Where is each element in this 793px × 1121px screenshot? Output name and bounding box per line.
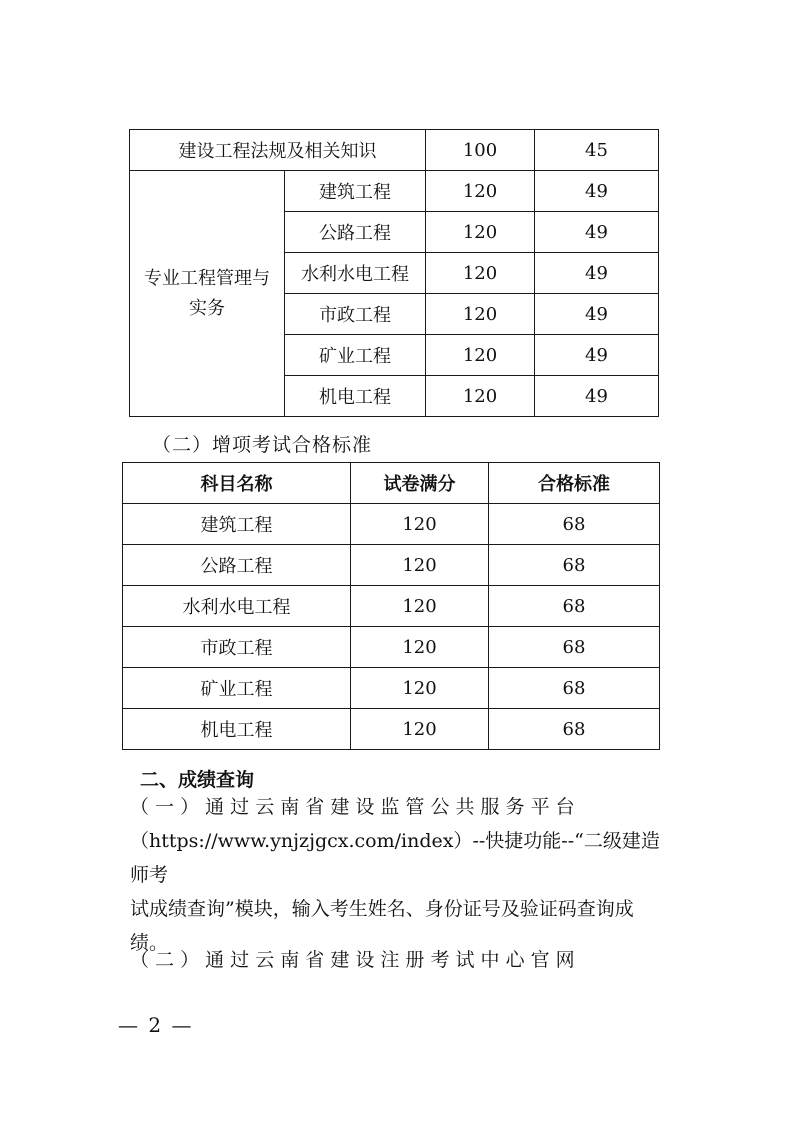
full-score-cell: 120 xyxy=(426,171,535,212)
subject-cell: 市政工程 xyxy=(123,627,351,668)
pass-score-cell: 68 xyxy=(489,709,660,750)
table-row xyxy=(130,171,659,212)
table-row xyxy=(123,545,660,586)
pass-score-cell: 68 xyxy=(489,668,660,709)
pass-score-cell: 49 xyxy=(535,253,659,294)
paragraph-line: （ 一 ） 通 过 云 南 省 建 设 监 管 公 共 服 务 平 台 xyxy=(130,796,575,818)
full-score-cell: 120 xyxy=(426,253,535,294)
paragraph-line: （https://www.ynjzjgcx.com/index）--快捷功能--“二级建造师考 xyxy=(130,830,660,886)
subject-cell: 市政工程 xyxy=(285,294,426,335)
table-row xyxy=(123,668,660,709)
pass-score-cell: 68 xyxy=(489,586,660,627)
pass-score-cell: 49 xyxy=(535,335,659,376)
column-header: 试卷满分 xyxy=(351,463,489,504)
subject-cell: 矿业工程 xyxy=(123,668,351,709)
page-number: — 2 — xyxy=(118,1013,194,1037)
full-score-cell: 120 xyxy=(426,212,535,253)
paragraph-query-center xyxy=(130,943,675,977)
subject-cell: 矿业工程 xyxy=(285,335,426,376)
pass-score-cell: 45 xyxy=(535,130,659,171)
table-row xyxy=(123,504,660,545)
paragraph-line: 试成绩查询”模块，输入考生姓名、身份证号及验证码查询成 xyxy=(130,898,634,920)
category-cell xyxy=(130,171,285,417)
subject-cell: 机电工程 xyxy=(285,376,426,417)
subject-cell: 建筑工程 xyxy=(285,171,426,212)
subject-cell: 公路工程 xyxy=(285,212,426,253)
full-score-cell: 100 xyxy=(426,130,535,171)
column-header: 合格标准 xyxy=(489,463,660,504)
pass-score-cell: 49 xyxy=(535,376,659,417)
pass-score-cell: 68 xyxy=(489,627,660,668)
full-score-cell: 120 xyxy=(351,627,489,668)
pass-score-cell: 49 xyxy=(535,294,659,335)
subject-cell: 建设工程法规及相关知识 xyxy=(130,130,426,171)
pass-score-cell: 49 xyxy=(535,212,659,253)
paragraph-query-platform xyxy=(130,790,675,960)
pass-score-cell: 68 xyxy=(489,545,660,586)
subject-cell: 建筑工程 xyxy=(123,504,351,545)
sub-heading: （二）增项考试合格标准 xyxy=(152,434,373,456)
column-header: 科目名称 xyxy=(123,463,351,504)
category-label-line2: 实务 xyxy=(189,297,225,319)
subject-cell: 公路工程 xyxy=(123,545,351,586)
full-score-cell: 120 xyxy=(426,376,535,417)
full-score-cell: 120 xyxy=(351,668,489,709)
full-score-cell: 120 xyxy=(351,504,489,545)
paragraph-line: （ 二 ） 通 过 云 南 省 建 设 注 册 考 试 中 心 官 网 xyxy=(130,949,575,971)
full-score-cell: 120 xyxy=(426,294,535,335)
subject-cell: 水利水电工程 xyxy=(285,253,426,294)
category-label-line1: 专业工程管理与 xyxy=(144,267,270,289)
table-row xyxy=(123,709,660,750)
table-header-row xyxy=(123,463,660,504)
paragraph-line: 绩。 xyxy=(130,932,169,954)
table-row xyxy=(130,130,659,171)
table-row xyxy=(123,627,660,668)
subject-cell: 机电工程 xyxy=(123,709,351,750)
full-score-cell: 120 xyxy=(351,545,489,586)
exam-standard-table xyxy=(129,129,659,417)
pass-score-cell: 68 xyxy=(489,504,660,545)
section-heading: 二、成绩查询 xyxy=(140,769,255,791)
subject-cell: 水利水电工程 xyxy=(123,586,351,627)
pass-score-cell: 49 xyxy=(535,171,659,212)
additional-exam-table xyxy=(122,462,660,750)
full-score-cell: 120 xyxy=(351,586,489,627)
table-row xyxy=(123,586,660,627)
full-score-cell: 120 xyxy=(351,709,489,750)
full-score-cell: 120 xyxy=(426,335,535,376)
